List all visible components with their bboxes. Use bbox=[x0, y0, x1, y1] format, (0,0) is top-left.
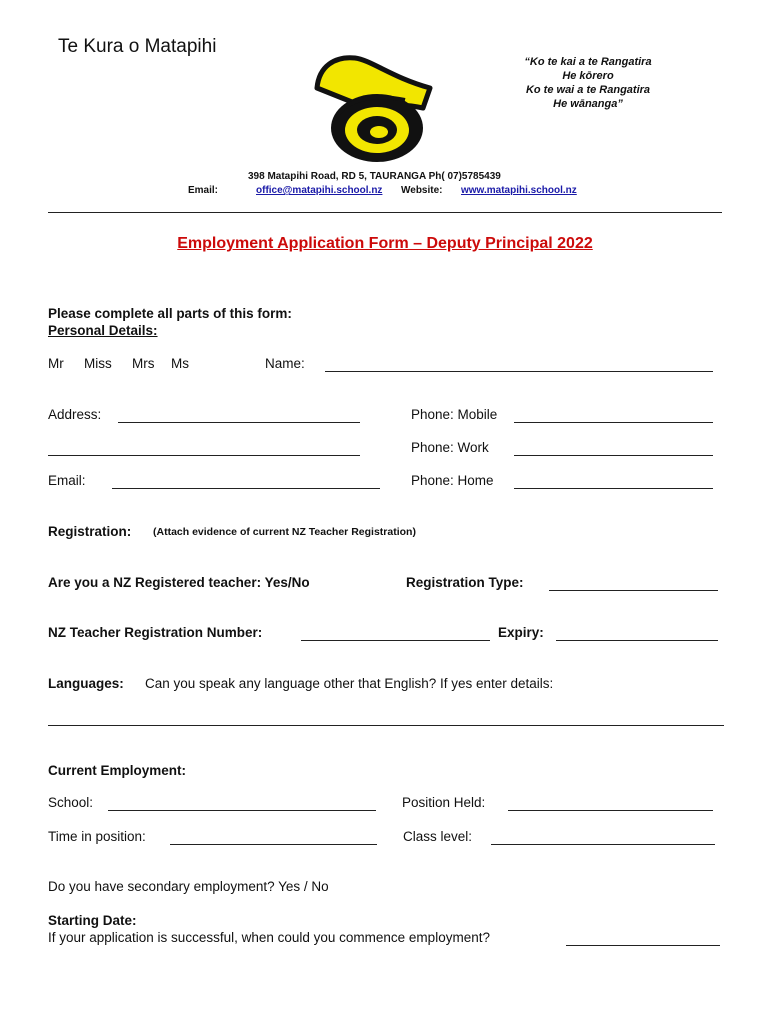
time-in-position-label: Time in position: bbox=[48, 829, 146, 844]
class-level-label: Class level: bbox=[403, 829, 473, 844]
registration-number-field[interactable] bbox=[301, 640, 490, 641]
address-field-1[interactable] bbox=[118, 422, 360, 423]
name-label: Name: bbox=[265, 356, 305, 371]
phone-home-field[interactable] bbox=[514, 488, 713, 489]
registration-type-label: Registration Type: bbox=[406, 575, 524, 590]
website-link[interactable]: www.matapihi.school.nz bbox=[461, 185, 577, 196]
title-option-ms[interactable]: Ms bbox=[171, 356, 189, 371]
form-intro: Please complete all parts of this form: bbox=[48, 306, 292, 321]
website-label: Website: bbox=[401, 185, 443, 196]
school-field[interactable] bbox=[108, 810, 376, 811]
expiry-label: Expiry: bbox=[498, 625, 544, 640]
languages-question: Can you speak any language other that English? If yes enter details: bbox=[145, 676, 554, 691]
school-address: 398 Matapihi Road, RD 5, TAURANGA Ph( 07)5785439 bbox=[248, 171, 501, 182]
title-option-mrs[interactable]: Mrs bbox=[132, 356, 155, 371]
school-label: School: bbox=[48, 795, 94, 810]
email-label: Email: bbox=[188, 185, 219, 196]
phone-work-field[interactable] bbox=[514, 455, 713, 456]
commence-date-field[interactable] bbox=[566, 945, 720, 946]
position-held-label: Position Held: bbox=[402, 795, 486, 810]
registration-note: (Attach evidence of current NZ Teacher Registration) bbox=[153, 526, 416, 538]
header-divider bbox=[48, 212, 722, 213]
commence-question: If your application is successful, when could you commence employment? bbox=[48, 930, 490, 945]
languages-field[interactable] bbox=[48, 725, 724, 726]
registration-type-field[interactable] bbox=[549, 590, 718, 591]
phone-home-label: Phone: Home bbox=[411, 473, 494, 488]
motto-line: Ko te wai a te Rangatira bbox=[525, 84, 651, 96]
current-employment-heading: Current Employment: bbox=[48, 763, 187, 778]
name-field[interactable] bbox=[325, 371, 713, 372]
class-level-field[interactable] bbox=[491, 844, 715, 845]
phone-work-label: Phone: Work bbox=[411, 440, 489, 455]
form-title: Employment Application Form – Deputy Principal 2022 bbox=[177, 235, 593, 252]
email-link[interactable]: office@matapihi.school.nz bbox=[256, 185, 383, 196]
motto-line: He kōrero bbox=[562, 70, 614, 82]
school-logo bbox=[305, 48, 445, 166]
expiry-field[interactable] bbox=[556, 640, 718, 641]
registered-question: Are you a NZ Registered teacher: Yes/No bbox=[48, 575, 310, 590]
secondary-employment-question[interactable]: Do you have secondary employment? Yes / No bbox=[48, 879, 329, 894]
motto-line: “Ko te kai a te Rangatira bbox=[524, 56, 652, 68]
address-label: Address: bbox=[48, 407, 102, 422]
personal-details-heading: Personal Details: bbox=[48, 323, 158, 338]
email-field[interactable] bbox=[112, 488, 380, 489]
registration-number-label: NZ Teacher Registration Number: bbox=[48, 625, 263, 640]
languages-label: Languages: bbox=[48, 676, 124, 691]
time-in-position-field[interactable] bbox=[170, 844, 377, 845]
phone-mobile-label: Phone: Mobile bbox=[411, 407, 498, 422]
motto-line: He wānanga” bbox=[553, 98, 623, 110]
school-motto bbox=[500, 55, 676, 111]
registration-label: Registration: bbox=[48, 524, 132, 539]
email-label-field: Email: bbox=[48, 473, 86, 488]
school-name: Te Kura o Matapihi bbox=[58, 36, 217, 57]
address-field-2[interactable] bbox=[48, 455, 360, 456]
title-option-miss[interactable]: Miss bbox=[84, 356, 112, 371]
phone-mobile-field[interactable] bbox=[514, 422, 713, 423]
starting-date-heading: Starting Date: bbox=[48, 913, 137, 928]
title-option-mr[interactable]: Mr bbox=[48, 356, 64, 371]
position-held-field[interactable] bbox=[508, 810, 713, 811]
